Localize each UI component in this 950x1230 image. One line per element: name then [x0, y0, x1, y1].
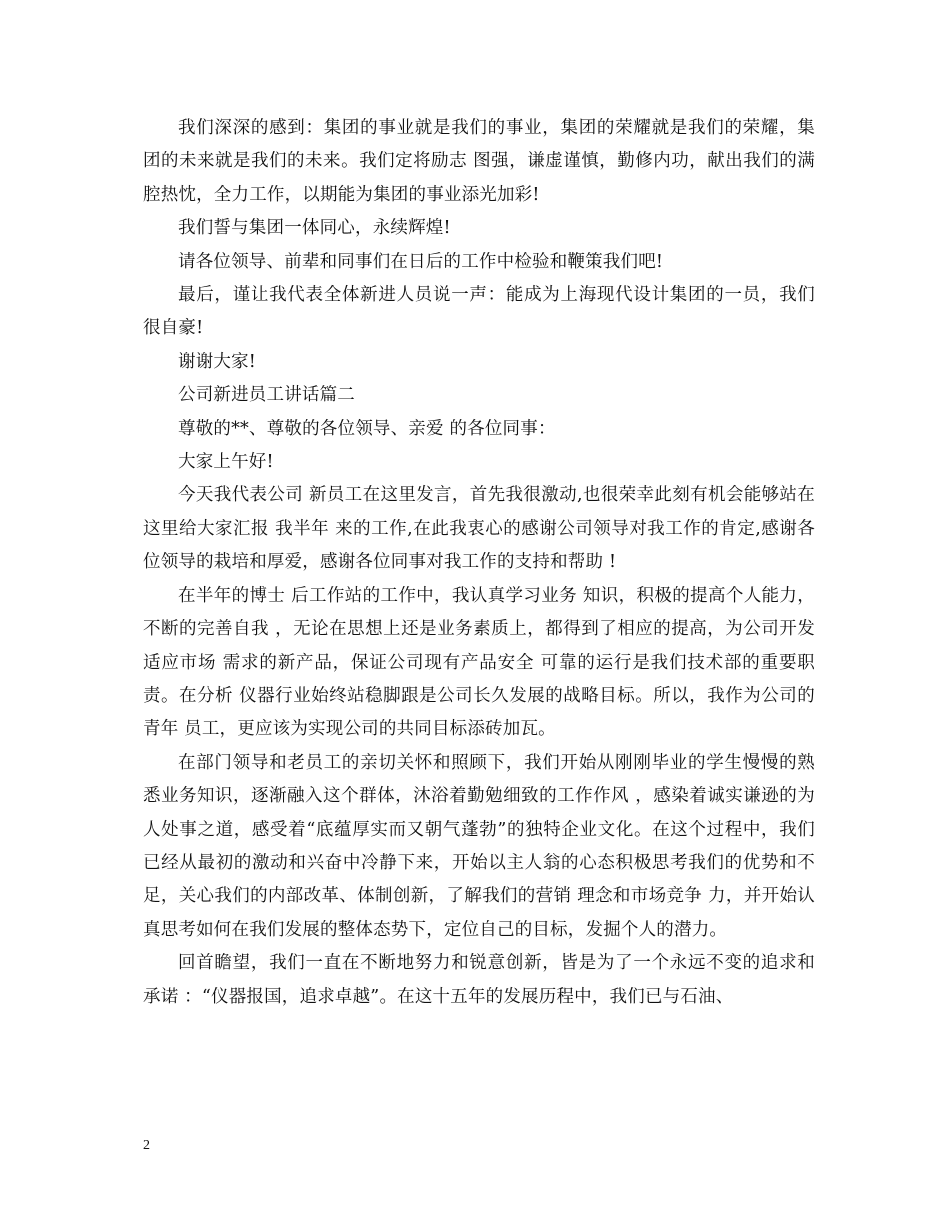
paragraph: 我们誓与集团一体同心，永续辉煌! [178, 218, 451, 239]
paragraph: 回首瞻望，我们一直在不断地努力和锐意创新，皆是为了一个永远不变的追求和承诺 ：“仪器报国，追求卓越”。在这十五年的发展历程中，我们已与石油、 [143, 953, 815, 1007]
section-heading: 公司新进员工讲话篇二 [178, 385, 355, 406]
paragraph: 我们深深的感到：集团的事业就是我们的事业，集团的荣耀就是我们的荣耀，集团的未来就是我们的未来。我们定将励志 图强，谦虚谨慎，勤修内功，献出我们的满腔热忱，全力工作，以期能为集团的事业添光加彩! [143, 118, 815, 205]
document-body [143, 112, 815, 1014]
paragraph: 谢谢大家! [178, 351, 257, 372]
paragraph: 最后，谨让我代表全体新进人员说一声：能成为上海现代设计集团的一员，我们很自豪! [143, 285, 815, 339]
greeting: 大家上午好! [178, 452, 274, 473]
salutation: 尊敬的**、尊敬的各位领导、亲爱 的各位同事： [178, 418, 556, 439]
paragraph: 请各位领导、前辈和同事们在日后的工作中检验和鞭策我们吧! [178, 251, 664, 272]
paragraph: 今天我代表公司 新员工在这里发言，首先我很激动,也很荣幸此刻有机会能够站在这里给大家汇报 我半年 来的工作,在此我衷心的感谢公司领导对我工作的肯定,感谢各位领导的栽培和厚爱，感谢各位同事对我工作的支持和帮助 ! [143, 485, 815, 573]
paragraph: 在半年的博士 后工作站的工作中，我认真学习业务 知识，积极的提高个人能力，不断的完善自我 ，无论在思想上还是业务素质上，都得到了相应的提高，为公司开发适应市场 需求的新产品，保证公司现有产品安全 可靠的运行是我们技术部的重要职责。在分析 仪器行业始终站稳脚跟是公司长久发展的战略目标。所以，我作为公司的青年 员工，更应该为实现公司的共同目标添砖加瓦。 [143, 585, 815, 740]
paragraph: 在部门领导和老员工的亲切关怀和照顾下，我们开始从刚刚毕业的学生慢慢的熟悉业务知识，逐渐融入这个群体，沐浴着勤勉细致的工作作风 ，感染着诚实谦逊的为人处事之道，感受着“底蕴厚实而又朝气蓬勃”的独特企业文化。在这个过程中，我们已经从最初的激动和兴奋中冷静下来，开始以主人翁的心态积极思考我们的优势和不足，关心我们的内部改革、体制创新，了解我们的营销 理念和市场竞争 力，并开始认真思考如何在我们发展的整体态势下，定位自己的目标，发掘个人的潜力。 [143, 752, 815, 940]
page-number: 2 [143, 1138, 150, 1153]
